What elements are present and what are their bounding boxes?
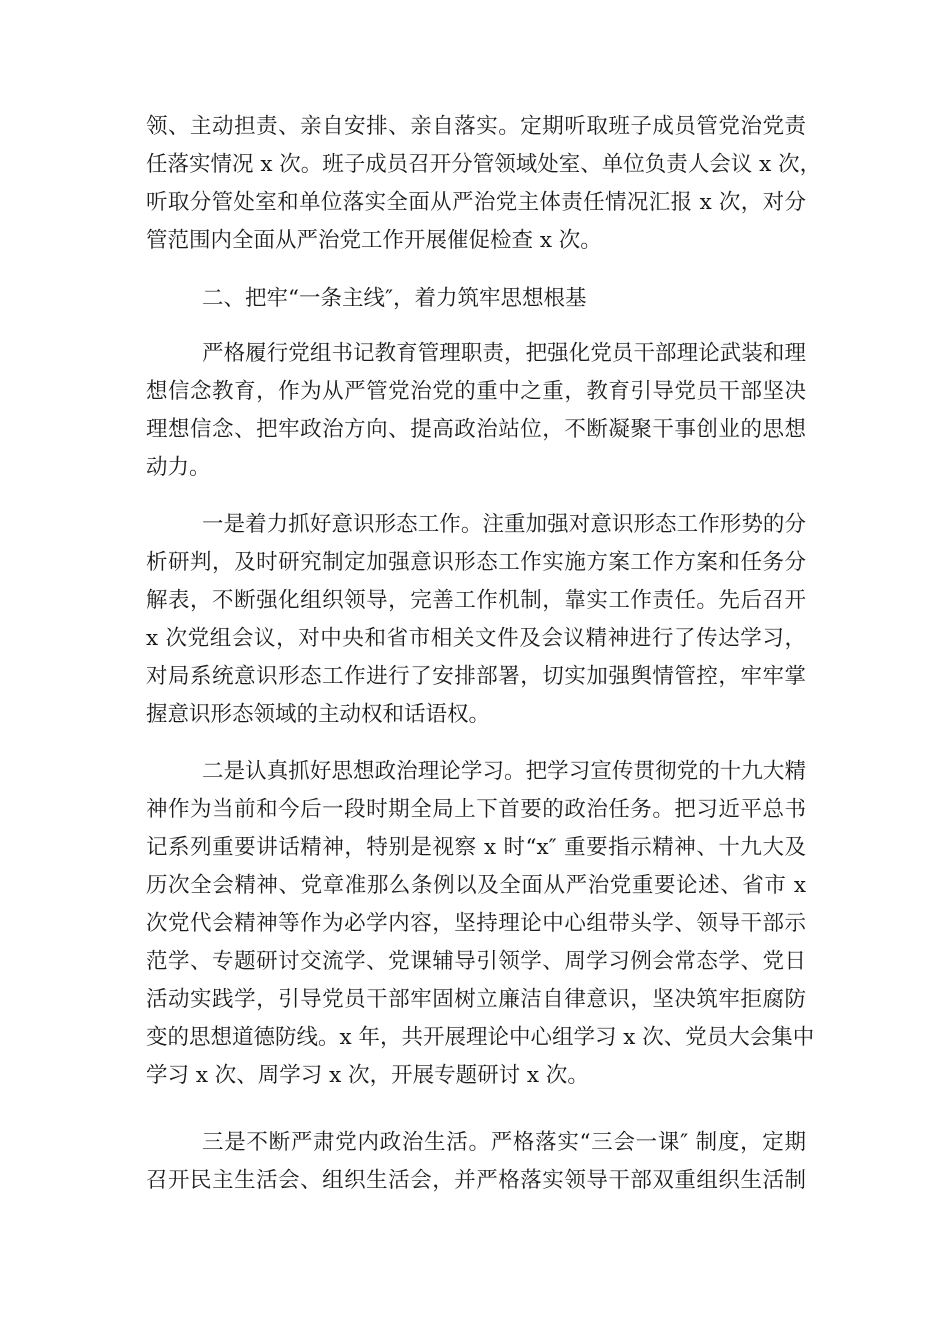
paragraph-line: 三是不断严肃党内政治生活。严格落实“三会一课″ 制度，定期 [202,1130,806,1155]
body-paragraph [146,1124,806,1200]
paragraph-line: 握意识形态领域的主动权和话语权。 [146,702,491,727]
paragraph-line: 领、主动担责、亲自安排、亲自落实。定期听取班子成员管党治党责 [146,114,806,139]
section-heading-text: 二、把牢“一条主线″，着力筑牢思想根基 [202,286,587,311]
paragraph-line: 动力。 [146,455,211,480]
paragraph-line: 召开民主生活会、组织生活会，并严格落实领导干部双重组织生活制 [146,1168,806,1193]
paragraph-line: 一是着力抓好意识形态工作。注重加强对意识形态工作形势的分 [202,512,806,537]
body-paragraph [146,335,806,487]
paragraph-line: 任落实情况 x 次。班子成员召开分管领域处室、单位负责人会议 x 次， [146,152,822,177]
paragraph-line: 变的思想道德防线。x 年，共开展理论中心组学习 x 次、党员大会集中 [146,1025,815,1050]
paragraph-line: 活动实践学，引导党员干部牢固树立廉洁自律意识，坚决筑牢拒腐防 [146,987,806,1012]
paragraph-line: 范学、专题研讨交流学、党课辅导引领学、周学习例会常态学、党日 [146,949,806,974]
paragraph-line: x 次党组会议，对中央和省市相关文件及会议精神进行了传达学习， [146,626,806,651]
paragraph-line: 学习 x 次、周学习 x 次，开展专题研讨 x 次。 [146,1063,589,1088]
body-paragraph [146,753,815,1095]
paragraph-line: 对局系统意识形态工作进行了安排部署，切实加强舆情管控，牢牢掌 [146,664,806,689]
section-heading [146,280,806,318]
paragraph-line: 析研判，及时研究制定加强意识形态工作实施方案工作方案和任务分 [146,550,806,575]
paragraph-line: 二是认真抓好思想政治理论学习。把学习宣传贯彻党的十九大精 [202,759,806,784]
paragraph-line: 理想信念、把牢政治方向、提高政治站位，不断凝聚干事创业的思想 [146,417,806,442]
paragraph-line: 解表，不断强化组织领导，完善工作机制，靠实工作责任。先后召开 [146,588,806,613]
body-paragraph [146,108,822,260]
paragraph-line: 管范围内全面从严治党工作开展催促检查 x 次。 [146,228,602,253]
paragraph-line: 神作为当前和今后一段时期全局上下首要的政治任务。把习近平总书 [146,797,806,822]
paragraph-line: 记系列重要讲话精神，特别是视察 x 时“x″ 重要指示精神、十九大及 [146,835,806,860]
paragraph-line: 想信念教育，作为从严管党治党的重中之重，教育引导党员干部坚决 [146,379,806,404]
body-paragraph [146,506,806,734]
paragraph-line: 次党代会精神等作为必学内容，坚持理论中心组带头学、领导干部示 [146,911,806,936]
paragraph-line: 历次全会精神、党章准那么条例以及全面从严治党重要论述、省市 x [146,873,806,898]
paragraph-line: 听取分管处室和单位落实全面从严治党主体责任情况汇报 x 次，对分 [146,190,806,215]
paragraph-line: 严格履行党组书记教育管理职责，把强化党员干部理论武装和理 [202,341,806,366]
